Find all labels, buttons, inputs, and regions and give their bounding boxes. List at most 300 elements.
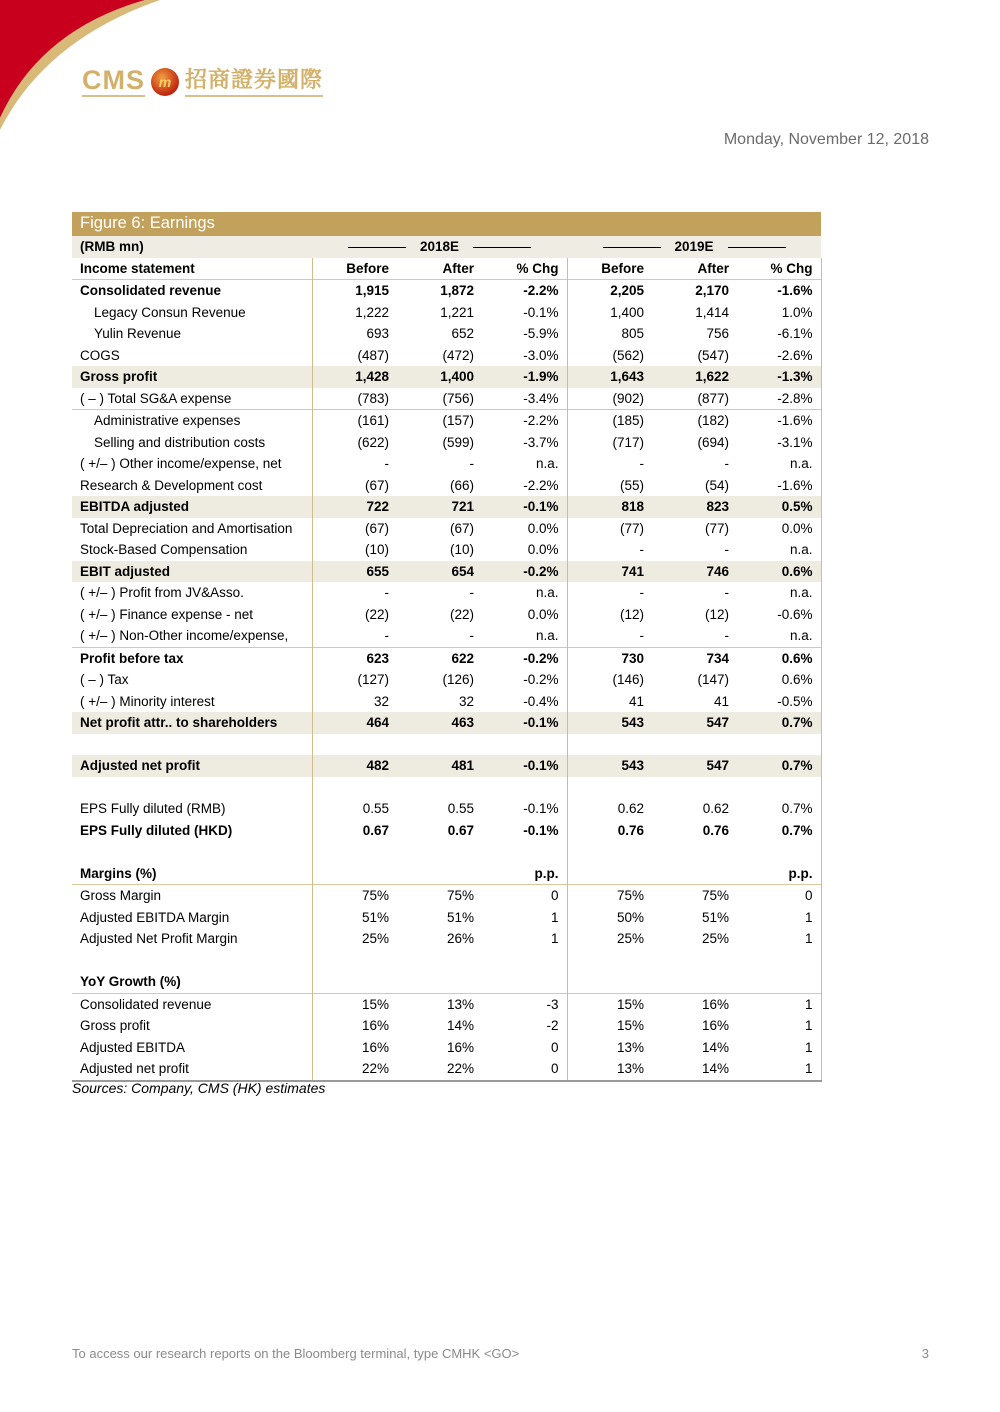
figure-title: Figure 6: Earnings xyxy=(72,212,821,236)
spacer-cell xyxy=(397,950,482,972)
cell-2018e-after: - xyxy=(469,585,474,601)
cell-2019e-chg: -2.8% xyxy=(737,388,821,410)
logo-text: CMS xyxy=(82,65,145,95)
earnings-figure xyxy=(72,212,821,1082)
spacer-cell xyxy=(482,777,567,799)
cell-2019e-chg: 1 xyxy=(737,1015,821,1037)
cell-2019e-chg: 0.6% xyxy=(737,669,821,691)
cell-2019e-before: - xyxy=(639,542,645,558)
cell-2018e-chg: 0.0% xyxy=(482,518,567,540)
spacer-cell xyxy=(72,734,312,756)
cell-2019e-after: 756 xyxy=(706,326,730,342)
cell-2018e-before: 0.67 xyxy=(362,822,389,838)
cell-2018e-chg: -5.9% xyxy=(482,323,567,345)
cell-2018e-after: (599) xyxy=(442,434,474,450)
cell-2019e-before: 15% xyxy=(567,993,652,1015)
cell-2019e-chg: 0.6% xyxy=(737,647,821,669)
cell-2018e-before: - xyxy=(384,628,389,644)
table-row xyxy=(72,993,821,1015)
cell-2019e-before: - xyxy=(639,456,645,472)
spacer-cell xyxy=(312,777,397,799)
cell-2019e-chg: 1 xyxy=(737,1058,821,1081)
spacer-cell xyxy=(652,841,737,863)
column-header-after: After xyxy=(697,260,730,276)
table-row xyxy=(72,561,821,583)
cell-2018e-chg: -2.2% xyxy=(482,410,567,432)
cell-2018e-chg: 0 xyxy=(482,885,567,907)
cell-2019e-chg: 1 xyxy=(737,907,821,929)
pp-unit-2018: p.p. xyxy=(482,863,567,885)
table-row xyxy=(72,647,821,669)
spacer-cell xyxy=(652,950,737,972)
spacer-cell xyxy=(482,950,567,972)
cell-2019e-after: 1,622 xyxy=(652,366,737,388)
cell-2018e-after: 721 xyxy=(397,496,482,518)
spacer-row xyxy=(72,734,821,756)
cell-2018e-chg: 0.0% xyxy=(482,604,567,626)
cell-2019e-before: 13% xyxy=(567,1058,652,1081)
cell-2018e-after: 16% xyxy=(446,1039,474,1055)
spacer-cell xyxy=(482,734,567,756)
figure-source: Sources: Company, CMS (HK) estimates xyxy=(72,1080,326,1096)
page-number: 3 xyxy=(921,1346,929,1361)
cell-2019e-after: 51% xyxy=(701,909,730,925)
cell-2019e-chg: -3.1% xyxy=(737,432,821,454)
column-header-row xyxy=(72,258,821,280)
cell-2019e-after: 14% xyxy=(701,1039,730,1055)
cell-2018e-after: - xyxy=(469,628,474,644)
cell-2019e-chg: -0.5% xyxy=(737,691,821,713)
row-label: ( +/– ) Finance expense - net xyxy=(72,604,312,626)
cell-2018e-before: (10) xyxy=(364,542,389,558)
table-row xyxy=(72,410,821,432)
table-row xyxy=(72,625,821,647)
row-label: Total Depreciation and Amortisation xyxy=(72,518,312,540)
cell-2018e-chg: n.a. xyxy=(482,582,567,604)
column-header-chg: % Chg xyxy=(737,258,821,280)
row-label: Adjusted EBITDA xyxy=(72,1037,312,1059)
cell-2019e-chg: 1 xyxy=(737,1037,821,1059)
cell-2019e-before: (12) xyxy=(620,606,645,622)
row-label: Consolidated revenue xyxy=(72,993,312,1015)
cms-logo xyxy=(82,66,323,97)
cell-2019e-after: 0.62 xyxy=(702,801,730,817)
spacer-cell xyxy=(72,841,312,863)
row-label: EPS Fully diluted (HKD) xyxy=(72,820,312,842)
cell-2018e-chg: -2.2% xyxy=(482,475,567,497)
cell-2018e-after: (157) xyxy=(397,410,482,432)
empty xyxy=(652,971,737,993)
spacer-cell xyxy=(652,734,737,756)
table-row xyxy=(72,453,821,475)
cell-2018e-chg: -0.2% xyxy=(482,647,567,669)
cell-2018e-after: 13% xyxy=(397,993,482,1015)
cell-2018e-after: (472) xyxy=(442,347,474,363)
cell-2018e-after: 75% xyxy=(397,885,482,907)
table-row xyxy=(72,582,821,604)
row-label: Stock-Based Compensation xyxy=(72,539,312,561)
cell-2019e-chg: -1.6% xyxy=(737,475,821,497)
cell-2018e-after: 654 xyxy=(397,561,482,583)
cell-2018e-before: 655 xyxy=(312,561,397,583)
spacer-cell xyxy=(652,777,737,799)
cell-2018e-chg: n.a. xyxy=(482,453,567,475)
cell-2019e-before: (902) xyxy=(612,390,645,406)
row-label: ( +/– ) Other income/expense, net xyxy=(72,453,312,475)
cell-2019e-after: - xyxy=(724,456,730,472)
spacer-cell xyxy=(737,841,821,863)
cell-2019e-chg: 0.7% xyxy=(737,798,821,820)
empty xyxy=(312,971,397,993)
cell-2019e-chg: -1.6% xyxy=(737,410,821,432)
spacer-cell xyxy=(72,950,312,972)
row-label: ( +/– ) Non-Other income/expense, xyxy=(72,625,312,647)
cell-2019e-before: (562) xyxy=(612,347,645,363)
cell-2019e-after: (694) xyxy=(697,434,730,450)
empty xyxy=(737,971,821,993)
spacer-cell xyxy=(312,841,397,863)
cell-2018e-chg: -0.4% xyxy=(482,691,567,713)
row-label: ( – ) Total SG&A expense xyxy=(72,388,312,410)
row-label: Yulin Revenue xyxy=(72,323,312,345)
cell-2018e-after: 481 xyxy=(397,755,482,777)
cell-2019e-before: 805 xyxy=(621,326,645,342)
cell-2019e-chg: n.a. xyxy=(737,625,821,647)
cell-2019e-after: 547 xyxy=(652,755,737,777)
cell-2019e-chg: 0.7% xyxy=(737,755,821,777)
empty xyxy=(482,971,567,993)
cell-2018e-chg: -0.2% xyxy=(482,669,567,691)
cell-2019e-before: 543 xyxy=(567,712,652,734)
table-row xyxy=(72,755,821,777)
cell-2018e-after: 32 xyxy=(458,693,474,709)
row-label: Adjusted net profit xyxy=(72,1058,312,1081)
cell-2019e-before: 25% xyxy=(616,931,645,947)
cell-2019e-after: (182) xyxy=(652,410,737,432)
cell-2019e-after: 25% xyxy=(701,931,730,947)
spacer-cell xyxy=(567,777,652,799)
cell-2019e-after: (877) xyxy=(697,390,730,406)
cell-2018e-chg: 0.0% xyxy=(482,539,567,561)
row-label: COGS xyxy=(72,345,312,367)
column-header-chg: % Chg xyxy=(482,258,567,280)
cell-2019e-after: 2,170 xyxy=(652,280,737,302)
cell-2019e-chg: 0.0% xyxy=(737,518,821,540)
cell-2019e-before: 13% xyxy=(616,1039,645,1055)
cell-2018e-before: 16% xyxy=(361,1018,389,1034)
cell-2019e-before: (55) xyxy=(620,477,645,493)
spacer-cell xyxy=(567,734,652,756)
table-row xyxy=(72,798,821,820)
row-label: Profit before tax xyxy=(72,647,312,669)
earnings-table xyxy=(72,236,822,1082)
cell-2019e-chg: 0.6% xyxy=(737,561,821,583)
year-header-row xyxy=(72,236,821,258)
cell-2018e-after: 26% xyxy=(446,931,474,947)
cell-2019e-chg: 1 xyxy=(737,993,821,1015)
cell-2019e-chg: 0 xyxy=(737,885,821,907)
row-label: Gross Margin xyxy=(72,885,312,907)
spacer-cell xyxy=(482,841,567,863)
spacer-cell xyxy=(397,841,482,863)
cell-2019e-after: 16% xyxy=(652,993,737,1015)
cell-2018e-chg: 0 xyxy=(482,1058,567,1081)
table-row xyxy=(72,496,821,518)
table-row xyxy=(72,366,821,388)
cell-2018e-chg: -0.1% xyxy=(482,712,567,734)
cell-2018e-before: 75% xyxy=(312,885,397,907)
cell-2018e-before: - xyxy=(384,585,389,601)
cell-2019e-after: 41 xyxy=(713,693,730,709)
cell-2019e-chg: 1 xyxy=(737,928,821,950)
growth-section-header xyxy=(72,971,821,993)
row-label: Gross profit xyxy=(72,1015,312,1037)
cell-2018e-after: 1,221 xyxy=(440,304,474,320)
row-label: ( – ) Tax xyxy=(72,669,312,691)
cell-2019e-after: (77) xyxy=(705,520,730,536)
cell-2018e-chg: n.a. xyxy=(482,625,567,647)
cell-2018e-chg: -2.2% xyxy=(482,280,567,302)
cell-2019e-after: 16% xyxy=(701,1018,730,1034)
cell-2018e-chg: -0.2% xyxy=(482,561,567,583)
cell-2019e-before: 543 xyxy=(567,755,652,777)
row-label: Legacy Consun Revenue xyxy=(72,302,312,324)
table-row xyxy=(72,539,821,561)
margins-title: Margins (%) xyxy=(72,863,312,885)
cell-2019e-before: 818 xyxy=(567,496,652,518)
cell-2019e-after: 734 xyxy=(652,647,737,669)
cell-2018e-before: 32 xyxy=(373,693,389,709)
cell-2019e-before: (185) xyxy=(567,410,652,432)
cell-2019e-before: 730 xyxy=(567,647,652,669)
cell-2019e-after: (12) xyxy=(705,606,730,622)
cell-2018e-before: 464 xyxy=(312,712,397,734)
row-label: ( +/– ) Profit from JV&Asso. xyxy=(72,582,312,604)
cell-2019e-before: 15% xyxy=(616,1018,645,1034)
cell-2018e-after: (10) xyxy=(449,542,474,558)
empty xyxy=(567,971,652,993)
row-label: EBIT adjusted xyxy=(72,561,312,583)
cell-2018e-before: 1,222 xyxy=(355,304,389,320)
cell-2018e-after: 1,400 xyxy=(397,366,482,388)
spacer-cell xyxy=(567,950,652,972)
cell-2018e-before: 25% xyxy=(361,931,389,947)
cell-2018e-before: (127) xyxy=(357,672,389,688)
cell-2019e-before: 41 xyxy=(628,693,645,709)
table-row xyxy=(72,928,821,950)
cell-2019e-after: - xyxy=(724,585,730,601)
spacer-cell xyxy=(737,777,821,799)
row-label: EBITDA adjusted xyxy=(72,496,312,518)
cell-2018e-chg: -1.9% xyxy=(482,366,567,388)
cell-2019e-before: (146) xyxy=(612,672,645,688)
cell-2019e-chg: -2.6% xyxy=(737,345,821,367)
spacer-cell xyxy=(312,734,397,756)
cell-2018e-before: 1,428 xyxy=(312,366,397,388)
income-statement-header: Income statement xyxy=(72,258,312,280)
cell-2018e-before: (67) xyxy=(364,520,389,536)
cell-2019e-before: 741 xyxy=(567,561,652,583)
column-header-after: After xyxy=(442,260,474,276)
year-2019e-label: 2019E xyxy=(674,239,714,255)
spacer-cell xyxy=(72,777,312,799)
cell-2018e-after: (66) xyxy=(449,477,474,493)
year-2018e-header xyxy=(312,236,567,258)
cell-2018e-chg: -0.1% xyxy=(482,302,567,324)
row-label: Consolidated revenue xyxy=(72,280,312,302)
cell-2018e-after: 0.67 xyxy=(447,822,474,838)
row-label: Adjusted net profit xyxy=(72,755,312,777)
cell-2018e-before: - xyxy=(384,456,389,472)
unit-label: (RMB mn) xyxy=(72,236,312,258)
row-label: Gross profit xyxy=(72,366,312,388)
cell-2019e-chg: n.a. xyxy=(737,453,821,475)
cell-2018e-before: (22) xyxy=(364,606,389,622)
cell-2018e-chg: -0.1% xyxy=(482,798,567,820)
row-label: Adjusted Net Profit Margin xyxy=(72,928,312,950)
cell-2018e-chg: -3.7% xyxy=(482,432,567,454)
cell-2019e-after: - xyxy=(724,628,730,644)
cell-2019e-before: 1,643 xyxy=(567,366,652,388)
cell-2018e-before: (67) xyxy=(364,477,389,493)
cell-2019e-chg: 1.0% xyxy=(737,302,821,324)
cell-2019e-chg: -1.3% xyxy=(737,366,821,388)
year-2018e-label: 2018E xyxy=(419,239,460,255)
cell-2018e-after: 1,872 xyxy=(397,280,482,302)
cell-2018e-before: 1,915 xyxy=(312,280,397,302)
cell-2018e-after: (756) xyxy=(442,390,474,406)
margins-section-header xyxy=(72,863,821,885)
cell-2018e-before: (161) xyxy=(312,410,397,432)
cell-2018e-chg: -0.1% xyxy=(482,755,567,777)
cell-2018e-before: (622) xyxy=(357,434,389,450)
cell-2019e-after: 823 xyxy=(652,496,737,518)
spacer-cell xyxy=(397,734,482,756)
cell-2019e-after: 746 xyxy=(652,561,737,583)
cell-2019e-before: 1,400 xyxy=(610,304,645,320)
cell-2019e-before: - xyxy=(639,628,645,644)
table-row xyxy=(72,302,821,324)
table-row xyxy=(72,669,821,691)
table-row xyxy=(72,820,821,842)
cell-2018e-chg: -3.0% xyxy=(482,345,567,367)
year-2019e-header xyxy=(567,236,821,258)
spacer-cell xyxy=(567,841,652,863)
cell-2019e-chg: -6.1% xyxy=(737,323,821,345)
spacer-row xyxy=(72,950,821,972)
cell-2019e-after: 547 xyxy=(652,712,737,734)
cell-2019e-after: 0.76 xyxy=(702,822,730,838)
cell-2018e-after: (126) xyxy=(442,672,474,688)
report-date: Monday, November 12, 2018 xyxy=(723,131,929,148)
cell-2019e-after: (547) xyxy=(697,347,730,363)
cell-2018e-after: 22% xyxy=(397,1058,482,1081)
cell-2019e-before: 50% xyxy=(616,909,645,925)
table-row xyxy=(72,280,821,302)
cell-2018e-chg: -3 xyxy=(482,993,567,1015)
empty xyxy=(312,863,397,885)
cell-2018e-after: 463 xyxy=(397,712,482,734)
empty xyxy=(397,971,482,993)
table-row xyxy=(72,691,821,713)
table-row xyxy=(72,885,821,907)
cell-2018e-chg: 1 xyxy=(482,928,567,950)
cell-2019e-chg: 0.7% xyxy=(737,820,821,842)
empty xyxy=(397,863,482,885)
table-row xyxy=(72,388,821,410)
cell-2018e-before: (783) xyxy=(357,390,389,406)
cell-2019e-before: (77) xyxy=(620,520,645,536)
empty xyxy=(567,863,652,885)
growth-title: YoY Growth (%) xyxy=(72,971,312,993)
table-row xyxy=(72,1015,821,1037)
cell-2018e-before: 15% xyxy=(312,993,397,1015)
table-row xyxy=(72,432,821,454)
cell-2018e-after: 14% xyxy=(446,1018,474,1034)
cell-2019e-chg: n.a. xyxy=(737,539,821,561)
table-row xyxy=(72,323,821,345)
spacer-cell xyxy=(397,777,482,799)
cell-2019e-after: 1,414 xyxy=(695,304,730,320)
cell-2019e-chg: 0.5% xyxy=(737,496,821,518)
table-row xyxy=(72,518,821,540)
cell-2018e-after: (22) xyxy=(449,606,474,622)
row-label: Administrative expenses xyxy=(72,410,312,432)
cell-2018e-after: 51% xyxy=(446,909,474,925)
cell-2018e-after: 622 xyxy=(397,647,482,669)
logo-badge-icon: m xyxy=(151,68,179,96)
logo-chinese-text: 招商證券國際 xyxy=(185,66,323,97)
empty xyxy=(652,863,737,885)
cell-2018e-before: 693 xyxy=(366,326,389,342)
cell-2018e-chg: -0.1% xyxy=(482,496,567,518)
cell-2019e-chg: -1.6% xyxy=(737,280,821,302)
pp-unit-2019: p.p. xyxy=(737,863,821,885)
cell-2018e-after: (67) xyxy=(449,520,474,536)
cell-2019e-chg: n.a. xyxy=(737,582,821,604)
spacer-row xyxy=(72,777,821,799)
cell-2018e-before: 482 xyxy=(312,755,397,777)
cell-2019e-after: (54) xyxy=(705,477,730,493)
cell-2019e-after: 75% xyxy=(652,885,737,907)
column-header-before: Before xyxy=(346,260,389,276)
row-label: Research & Development cost xyxy=(72,475,312,497)
footer-bloomberg-note: To access our research reports on the Bloomberg terminal, type CMHK <GO> xyxy=(72,1346,520,1361)
table-row xyxy=(72,712,821,734)
column-header-before: Before xyxy=(601,260,645,276)
spacer-cell xyxy=(737,734,821,756)
cell-2019e-before: 75% xyxy=(567,885,652,907)
row-label: Net profit attr.. to shareholders xyxy=(72,712,312,734)
cell-2018e-chg: -0.1% xyxy=(482,820,567,842)
table-row xyxy=(72,604,821,626)
row-label: ( +/– ) Minority interest xyxy=(72,691,312,713)
cell-2018e-before: 16% xyxy=(361,1039,389,1055)
spacer-cell xyxy=(312,950,397,972)
cell-2018e-chg: 0 xyxy=(482,1037,567,1059)
row-label: EPS Fully diluted (RMB) xyxy=(72,798,312,820)
table-row xyxy=(72,345,821,367)
cell-2018e-after: 0.55 xyxy=(447,801,474,817)
table-row xyxy=(72,475,821,497)
row-label: Adjusted EBITDA Margin xyxy=(72,907,312,929)
cell-2019e-after: (147) xyxy=(697,672,730,688)
cell-2018e-after: - xyxy=(469,456,474,472)
cell-2018e-before: 51% xyxy=(361,909,389,925)
cell-2019e-before: - xyxy=(639,585,645,601)
cell-2018e-before: 22% xyxy=(312,1058,397,1081)
table-row xyxy=(72,1037,821,1059)
